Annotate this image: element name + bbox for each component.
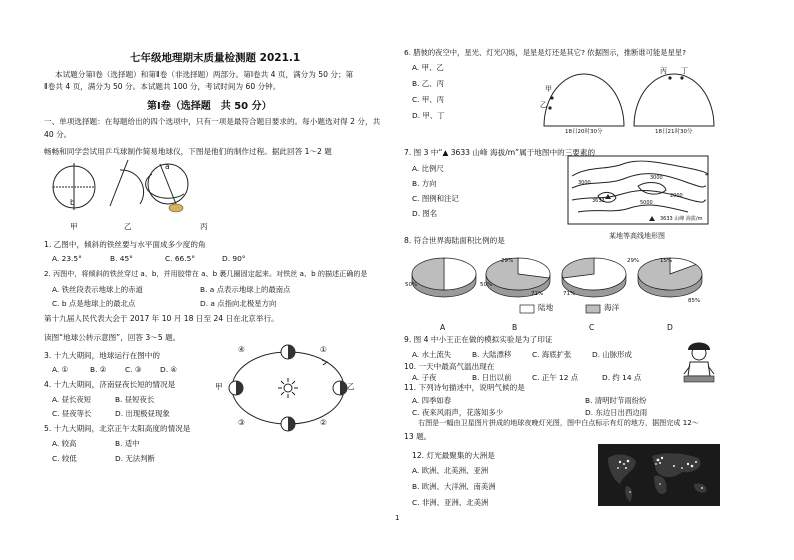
pie-c-value-2: 29% — [627, 258, 640, 264]
q12-stem: 12. 灯光最聚集的大洲是 — [412, 451, 495, 460]
q11-option-c[interactable]: C. 夜来风雨声，花落知多少 — [412, 408, 504, 417]
q1-option-b[interactable]: B. 45° — [110, 254, 133, 263]
q1-option-d[interactable]: D. 90° — [222, 254, 246, 263]
legend-land-swatch — [520, 305, 534, 313]
dome-label-yi: 乙 — [540, 101, 547, 109]
q11-option-a[interactable]: A. 四季如春 — [412, 396, 452, 405]
q9-option-c[interactable]: C. 海底扩张 — [532, 350, 572, 359]
page-title: 七年级地理期末质量检测题 2021.1 — [130, 52, 301, 64]
sun-icon — [284, 384, 292, 392]
q10-option-d[interactable]: D. 约 14 点 — [602, 373, 642, 382]
q4-option-b[interactable]: B. 昼短夜长 — [115, 395, 155, 404]
group2-intro-2: 读图“地球公转示意图”，回答 3～5 题。 — [44, 333, 181, 342]
orbit-label-yi: 乙 — [347, 382, 355, 391]
q4-option-c[interactable]: C. 昼夜等长 — [52, 409, 92, 418]
page-number: 1 — [395, 514, 400, 522]
q3-option-c[interactable]: C. ③ — [125, 365, 142, 374]
star-dome-figures — [538, 64, 718, 136]
map-title: 某地等高线地形图 — [609, 232, 665, 240]
part1-instruction-1: 一、单项选择题：在每题给出的四个选项中，只有一项是最符合题目要求的。每小题选对得 2 分，共 — [44, 117, 381, 126]
group3-intro-2: 13 题。 — [404, 432, 432, 441]
map-label-3633: 3633 — [592, 198, 605, 204]
earth-top — [281, 345, 295, 359]
pie-label-d: D — [667, 323, 673, 332]
q3-stem: 3. 十九大期间，地球运行在图中的 — [44, 351, 160, 360]
q10-option-c[interactable]: C. 正午 12 点 — [532, 373, 579, 382]
legend-ocean-swatch — [586, 305, 600, 313]
orbit-label-3: ③ — [238, 418, 245, 427]
map-label-2000: 2000 — [670, 193, 683, 199]
orbit-label-2: ② — [320, 418, 327, 427]
q2-option-b[interactable]: B. a 点表示地球上的最南点 — [200, 285, 291, 294]
pie-c-value-1: 71% — [563, 291, 576, 297]
q5-option-d[interactable]: D. 无法判断 — [115, 454, 155, 463]
q5-stem: 5. 十九大期间，北京正午太阳高度的情况是 — [44, 424, 191, 433]
night-lights-map — [598, 444, 720, 506]
dome-label-jia: 甲 — [545, 85, 552, 93]
q7-option-a[interactable]: A. 比例尺 — [412, 164, 444, 173]
pie-d-value-2: 85% — [688, 298, 701, 304]
pie-d-value-1: 15% — [660, 258, 673, 264]
q12-option-b[interactable]: B. 欧洲、大洋洲、南美洲 — [412, 482, 496, 491]
dome-label-ding: 丁 — [681, 67, 688, 75]
pie-b-value-1: 29% — [501, 258, 514, 264]
map-label-3000b: 3000 — [650, 175, 663, 181]
q3-option-a[interactable]: A. ① — [52, 365, 69, 374]
legend-land-label: 陆地 — [538, 303, 554, 312]
q2-option-a[interactable]: A. 铁丝段表示地球上的赤道 — [52, 285, 143, 294]
pie-a-value-1: 50% — [405, 282, 418, 288]
q7-stem: 7. 图 3 中“▲ 3633 山峰 海拔/m”属于地图中的三要素的 — [404, 148, 596, 157]
pie-b-value-2: 71% — [531, 291, 544, 297]
boy-experiment-figure — [680, 338, 720, 386]
map-legend-peak: 3633 山峰 海拔/m — [660, 216, 703, 222]
stand-b — [120, 170, 144, 204]
q6-option-d[interactable]: D. 甲、丁 — [412, 111, 445, 120]
earth-left — [229, 381, 243, 395]
q6-option-c[interactable]: C. 甲、丙 — [412, 95, 445, 104]
group2-intro-1: 第十九届人民代表大会于 2017 年 10 月 18 日至 24 日在北京举行。 — [44, 314, 279, 323]
q3-option-d[interactable]: D. ④ — [160, 365, 178, 374]
contour-map — [568, 156, 708, 224]
q5-option-a[interactable]: A. 较高 — [52, 439, 77, 448]
pie-label-b: B — [512, 323, 518, 332]
dome-left — [544, 74, 624, 126]
orbit-label-4: ④ — [238, 345, 245, 354]
orbit-arrow — [322, 360, 327, 365]
q5-option-c[interactable]: C. 较低 — [52, 454, 77, 463]
axis-label-b: b — [70, 198, 75, 207]
q2-option-d[interactable]: D. a 点指向北极星方向 — [200, 299, 277, 308]
dome-label-bing: 丙 — [660, 67, 667, 75]
orbit-label-jia: 甲 — [215, 382, 223, 391]
q8-stem: 8. 符合世界海陆面积比例的是 — [404, 236, 505, 245]
q2-option-c[interactable]: C. b 点是地球上的最北点 — [52, 299, 136, 308]
q9-stem: 9. 图 4 中小王正在做的模拟实验是为了印证 — [404, 335, 553, 344]
q5-option-b[interactable]: B. 适中 — [115, 439, 140, 448]
q1-stem: 1. 乙图中，倾斜的铁丝要与水平面成多少度的角 — [44, 240, 206, 249]
part1-instruction-2: 40 分。 — [44, 130, 72, 139]
q11-option-b[interactable]: B. 清明时节雨纷纷 — [585, 396, 647, 405]
pie-a-value-2: 50% — [480, 282, 493, 288]
legend-triangle-icon — [649, 216, 655, 221]
q7-option-b[interactable]: B. 方向 — [412, 179, 437, 188]
map-label-3000a: 3000 — [578, 180, 591, 186]
legend-ocean-label: 海洋 — [604, 303, 620, 312]
fig1-label-bing: 丙 — [200, 222, 208, 231]
fig1-label-jia: 甲 — [70, 222, 78, 231]
q12-option-c[interactable]: C. 非洲、亚洲、北美洲 — [412, 498, 489, 507]
q4-option-d[interactable]: D. 出现极昼现象 — [115, 409, 170, 418]
intro-line-1: 本试题分第Ⅰ卷（选择题）和第Ⅱ卷（非选择题）两部分。第Ⅰ卷共 4 页，满分为 50 分；第 — [55, 70, 354, 79]
q6-stem: 6. 腊彼的夜空中，星光、灯光闪烁，是星是灯还是其它? 依据图示，推断谁可能是星星? — [404, 48, 687, 57]
globe-making-figure — [40, 160, 230, 220]
ball-c-stand — [169, 204, 183, 212]
pie-label-c: C — [589, 323, 595, 332]
fig1-label-yi: 乙 — [124, 222, 132, 231]
group1-intro: 畅畅和同学尝试用乒乓球制作简易地球仪，下图是他们的制作过程。据此回答 1～2 题 — [44, 147, 332, 156]
q9-option-b[interactable]: B. 大陆漂移 — [472, 350, 512, 359]
q4-stem: 4. 十九大期间，济南昼夜长短的情况是 — [44, 380, 176, 389]
q2-stem: 2. 丙图中，将倾斜的铁丝穿过 a、b，并用胶带在 a、b 裹几圈固定起来。对铁丝 a、b 的描述正确的是 — [44, 269, 368, 278]
q1-option-a[interactable]: A. 23.5° — [52, 254, 82, 263]
earth-bottom — [281, 417, 295, 431]
q7-option-c[interactable]: C. 图例和注记 — [412, 194, 459, 203]
q9-option-d[interactable]: D. 山脉形成 — [592, 350, 632, 359]
q10-stem: 10. 一天中最高气温出现在 — [404, 362, 495, 371]
q1-option-c[interactable]: C. 66.5° — [165, 254, 196, 263]
earth-right — [333, 381, 347, 395]
section-title: 第Ⅰ卷（选择题 共 50 分） — [147, 101, 272, 112]
q10-option-b[interactable]: B. 日出以前 — [472, 373, 512, 382]
orbit-ellipse — [232, 352, 344, 424]
dome-caption-left: 18日20时30分 — [565, 129, 603, 135]
axis-label-a: a — [165, 162, 170, 171]
dome-right — [634, 74, 714, 126]
group3-intro-1: 右图是一幅由卫星图片拼成的地球夜晚灯光图，图中白点标示有灯的地方，据图完成 12～ — [418, 418, 699, 427]
q11-stem: 11. 下列诗句描述中，说明气候的是 — [404, 383, 525, 392]
dome-caption-right: 18日21时30分 — [655, 129, 693, 135]
q9-option-a[interactable]: A. 水土流失 — [412, 350, 452, 359]
pie-label-a: A — [440, 323, 446, 332]
wire-b — [110, 160, 128, 206]
q6-option-b[interactable]: B. 乙、丙 — [412, 79, 444, 88]
q6-option-a[interactable]: A. 甲、乙 — [412, 63, 444, 72]
q4-option-a[interactable]: A. 昼长夜短 — [52, 395, 92, 404]
q11-option-d[interactable]: D. 东边日出西边雨 — [585, 408, 648, 417]
map-label-5000: 5000 — [640, 200, 653, 206]
intro-line-2: Ⅱ卷共 4 页，满分为 50 分。本试题共 100 分，考试时间为 60 分钟。 — [44, 82, 281, 91]
orbit-label-1: ① — [320, 345, 327, 354]
q3-option-b[interactable]: B. ② — [90, 365, 107, 374]
q12-option-a[interactable]: A. 欧洲、北美洲、亚洲 — [412, 466, 489, 475]
q10-option-a[interactable]: A. 子夜 — [412, 373, 437, 382]
q7-option-d[interactable]: D. 图名 — [412, 209, 438, 218]
